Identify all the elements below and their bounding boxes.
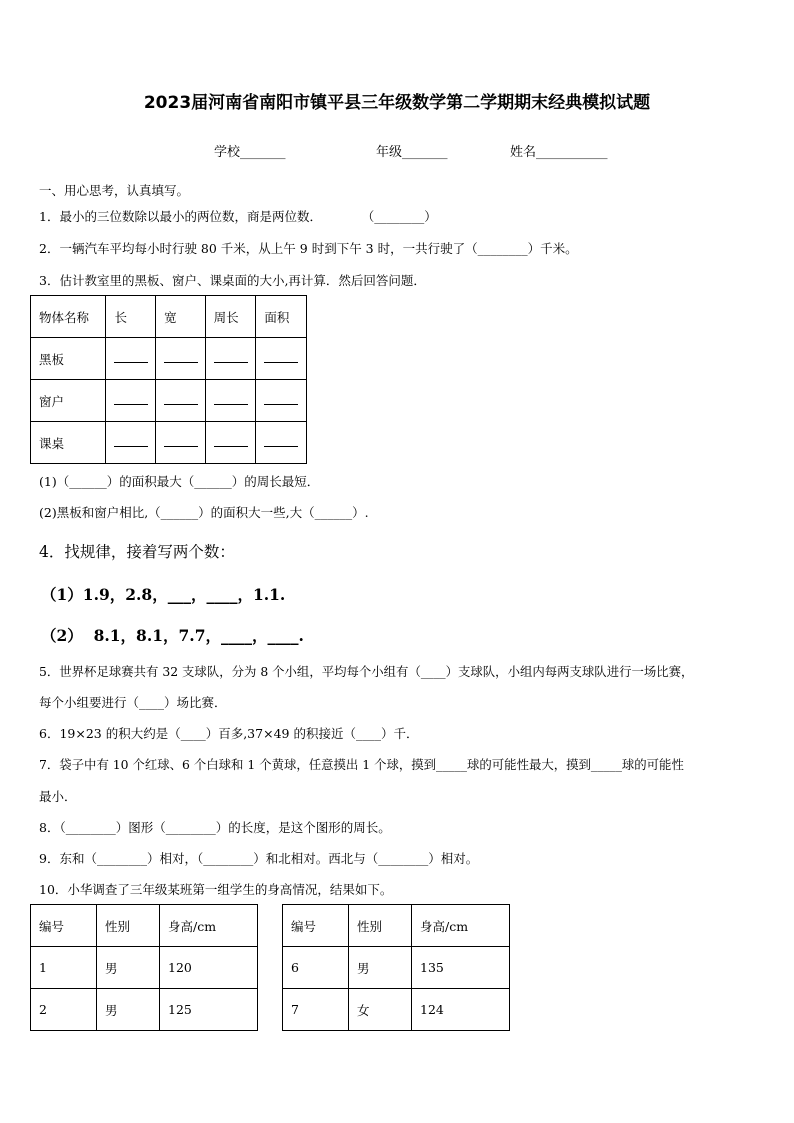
question-9: 9．东和（________）相对，（________）和北相对。西北与（________）相对。 xyxy=(39,851,479,866)
grade-field: 年级_______ xyxy=(376,145,448,160)
height-table-right xyxy=(282,904,510,1031)
table-header-cell: 面积 xyxy=(256,296,307,338)
question-3-part-1: (1)（______）的面积最大（______）的周长最短． xyxy=(39,474,320,489)
answer-blank[interactable] xyxy=(205,422,256,464)
question-4-part-2: （2） 8.1，8.1，7.7，____，____. xyxy=(41,626,304,645)
table-cell: 窗户 xyxy=(31,380,106,422)
table-header-cell: 宽 xyxy=(156,296,206,338)
question-1: 1．最小的三位数除以最小的两位数，商是两位数． （________） xyxy=(39,209,437,224)
table-row xyxy=(31,380,307,422)
table-row xyxy=(31,989,258,1031)
answer-blank[interactable] xyxy=(156,422,206,464)
question-6: 6．19×23 的积大约是（____）百多,37×49 的积接近（____）千． xyxy=(39,726,419,741)
question-4-part-1: （1）1.9，2.8，___，____，1.1. xyxy=(41,585,286,604)
table-cell: 124 xyxy=(412,989,510,1031)
answer-blank[interactable] xyxy=(106,380,156,422)
table-header-cell: 性别 xyxy=(97,905,160,947)
table-cell: 6 xyxy=(283,947,349,989)
table-row xyxy=(31,422,307,464)
table-row xyxy=(283,989,510,1031)
table-cell: 125 xyxy=(160,989,258,1031)
answer-blank[interactable] xyxy=(106,338,156,380)
table-header-row xyxy=(283,905,510,947)
page-title: 2023届河南省南阳市镇平县三年级数学第二学期期末经典模拟试题 xyxy=(143,93,651,113)
table-cell: 课桌 xyxy=(31,422,106,464)
table-header-row xyxy=(31,296,307,338)
answer-blank[interactable] xyxy=(156,338,206,380)
table-cell: 2 xyxy=(31,989,97,1031)
question-2: 2．一辆汽车平均每小时行驶 80 千米，从上午 9 时到下午 3 时，一共行驶了（________）千米。 xyxy=(39,241,578,256)
table-header-cell: 物体名称 xyxy=(31,296,106,338)
question-3-part-2: (2)黑板和窗户相比,（______）的面积大一些,大（______）. xyxy=(39,505,369,520)
table-cell: 男 xyxy=(97,947,160,989)
question-10: 10．小华调查了三年级某班第一组学生的身高情况，结果如下。 xyxy=(39,882,393,897)
question-5-line-1: 5．世界杯足球赛共有 32 支球队，分为 8 个小组，平均每个小组有（____）支球队，小组内每两支球队进行一场比赛， xyxy=(39,664,694,679)
answer-blank[interactable] xyxy=(156,380,206,422)
table-header-cell: 周长 xyxy=(205,296,256,338)
table-header-cell: 长 xyxy=(106,296,156,338)
answer-blank[interactable] xyxy=(205,338,256,380)
table-row xyxy=(283,947,510,989)
answer-blank[interactable] xyxy=(256,422,307,464)
estimate-table xyxy=(30,295,307,464)
question-3: 3．估计教室里的黑板、窗户、课桌面的大小,再计算．然后回答问题． xyxy=(39,273,426,288)
table-row xyxy=(31,947,258,989)
answer-blank[interactable] xyxy=(256,338,307,380)
table-cell: 男 xyxy=(97,989,160,1031)
name-field: 姓名___________ xyxy=(510,145,608,160)
question-8: 8．（________）图形（________）的长度，是这个图形的周长。 xyxy=(39,820,391,835)
table-cell: 135 xyxy=(412,947,510,989)
table-cell: 1 xyxy=(31,947,97,989)
question-7-line-1: 7．袋子中有 10 个红球、6 个白球和 1 个黄球，任意摸出 1 个球，摸到_____球的可能性最大，摸到_____球的可能性 xyxy=(39,757,684,772)
question-7-line-2: 最小． xyxy=(39,789,77,804)
table-row xyxy=(31,338,307,380)
table-cell: 男 xyxy=(349,947,412,989)
table-header-cell: 编号 xyxy=(283,905,349,947)
height-table-left xyxy=(30,904,258,1031)
table-cell: 黑板 xyxy=(31,338,106,380)
table-cell: 120 xyxy=(160,947,258,989)
table-header-cell: 身高/cm xyxy=(160,905,258,947)
answer-blank[interactable] xyxy=(256,380,307,422)
table-header-cell: 编号 xyxy=(31,905,97,947)
answer-blank[interactable] xyxy=(106,422,156,464)
question-4: 4．找规律，接着写两个数： xyxy=(39,543,235,561)
table-header-cell: 身高/cm xyxy=(412,905,510,947)
question-5-line-2: 每个小组要进行（____）场比赛． xyxy=(39,695,227,710)
section-1-heading: 一、用心思考，认真填写。 xyxy=(39,183,190,198)
table-header-cell: 性别 xyxy=(349,905,412,947)
table-cell: 女 xyxy=(349,989,412,1031)
table-header-row xyxy=(31,905,258,947)
school-field: 学校_______ xyxy=(214,145,286,160)
table-cell: 7 xyxy=(283,989,349,1031)
answer-blank[interactable] xyxy=(205,380,256,422)
